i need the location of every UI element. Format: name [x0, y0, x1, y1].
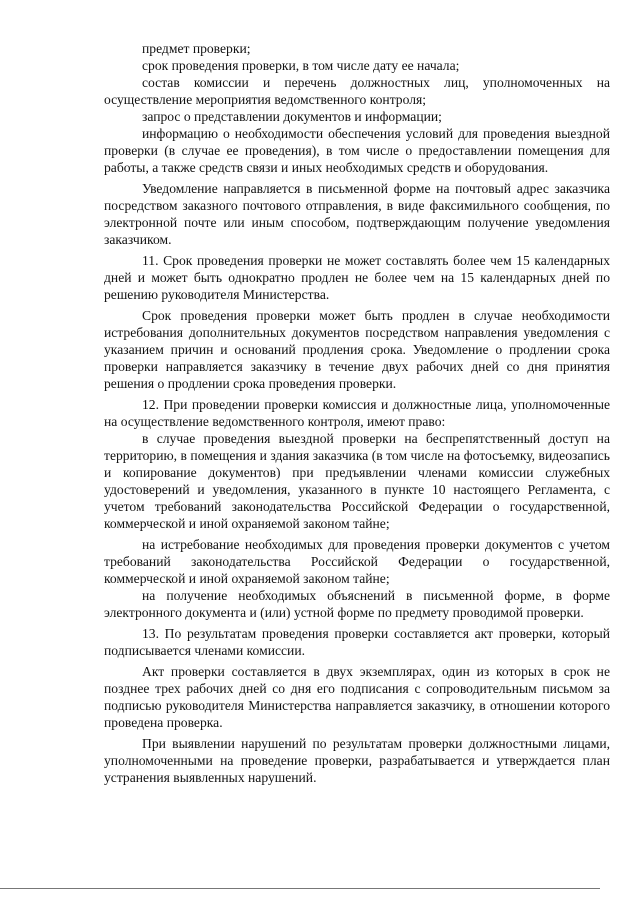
paragraph-9: 12. При проведении проверки комиссия и должностные лица, уполномоченные на осуществление ведомственного контроля, имеют право: [104, 397, 610, 429]
paragraph-2: срок проведения проверки, в том числе дату ее начала; [142, 58, 460, 73]
paragraph-6: Уведомление направляется в письменной форме на почтовый адрес заказчика посредством заказного почтового отправления, в виде факсимильного сообщения, по электронной почте или иным способом, подтверждающим получение уведомления заказчиком. [104, 181, 610, 247]
paragraph-13: 13. По результатам проведения проверки составляется акт проверки, который подписывается членами комиссии. [104, 626, 610, 658]
document-body [104, 40, 610, 786]
paragraph-10: в случае проведения выездной проверки на беспрепятственный доступ на территорию, в помещения и здания заказчика (в том числе на фотосъемку, видеозапись и копирование документов) при предъявлении членами комиссии служебных удостоверений и уведомления, указанного в пункте 10 настоящего Регламента, с учетом требований законодательства Российской Федерации о государственной, коммерческой и иной охраняемой законом тайне; [104, 431, 610, 531]
paragraph-8: Срок проведения проверки может быть продлен в случае необходимости истребования дополнительных документов посредством направления уведомления с указанием причин и оснований продления срока. Уведомление о продлении срока проверки направляется заказчику в течение двух рабочих дней со дня принятия решения о продлении срока проведения проверки. [104, 308, 610, 391]
paragraph-4: запрос о представлении документов и информации; [142, 109, 442, 124]
paragraph-11: на истребование необходимых для проведения проверки документов с учетом требований законодательства Российской Федерации о государственной, коммерческой и иной охраняемой законом тайне; [104, 537, 610, 586]
paragraph-15: При выявлении нарушений по результатам проверки должностными лицами, уполномоченными на проведение проверки, разрабатывается и утверждается план устранения выявленных нарушений. [104, 736, 610, 785]
paragraph-1: предмет проверки; [142, 41, 251, 56]
paragraph-14: Акт проверки составляется в двух экземплярах, один из которых в срок не позднее трех рабочих дней со дня его подписания с сопроводительным письмом за подписью руководителя Министерства направляется заказчику, в отношении которого проведена проверка. [104, 664, 610, 730]
footer-rule [0, 888, 600, 889]
paragraph-7: 11. Срок проведения проверки не может составлять более чем 15 календарных дней и может быть однократно продлен не более чем на 15 календарных дней по решению руководителя Министерства. [104, 253, 610, 302]
paragraph-12: на получение необходимых объяснений в письменной форме, в форме электронного документа и (или) устной форме по предмету проводимой проверки. [104, 588, 610, 620]
paragraph-3: состав комиссии и перечень должностных лиц, уполномоченных на осуществление мероприятия ведомственного контроля; [104, 75, 610, 107]
paragraph-5: информацию о необходимости обеспечения условий для проведения выездной проверки (в случае ее проведения), в том числе о предоставлении помещения для работы, а также средств связи и иных необходимых средств и оборудования. [104, 126, 610, 175]
